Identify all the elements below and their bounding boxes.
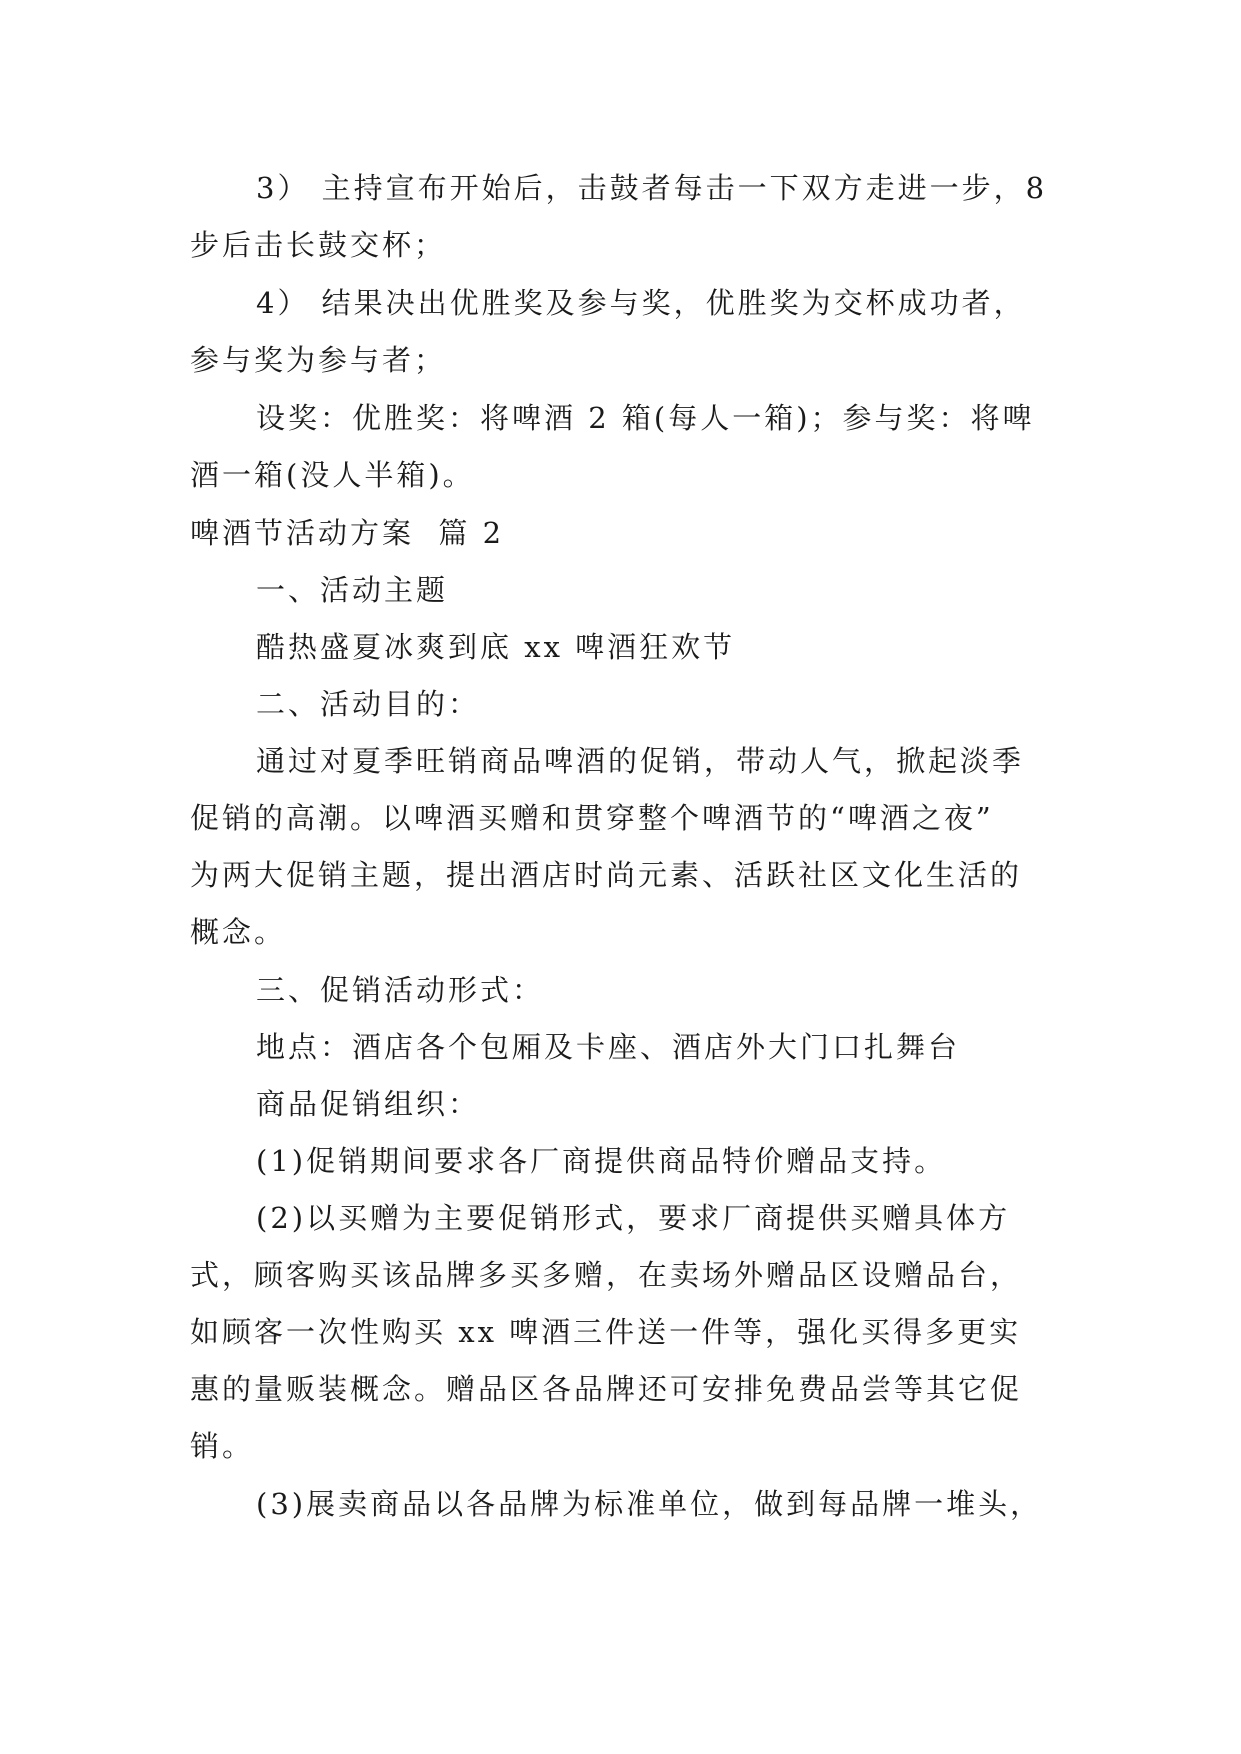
subheading-forms	[190, 962, 1070, 1019]
text-line: 通过对夏季旺销商品啤酒的促销，带动人气，掀起淡季	[256, 744, 1025, 778]
paragraph-purpose	[190, 733, 1070, 961]
section-heading	[190, 505, 1070, 562]
text-line: 销。	[190, 1429, 255, 1463]
text-line: 一、活动主题	[256, 573, 449, 607]
subheading-theme	[190, 562, 1070, 619]
text-line: 促销的高潮。以啤酒买赠和贯穿整个啤酒节的“啤酒之夜”	[190, 801, 994, 835]
paragraph-item-2	[190, 1190, 1070, 1475]
text-line: 步后击长鼓交杯；	[190, 228, 447, 262]
text-line: 酷热盛夏冰爽到底 xx 啤酒狂欢节	[256, 630, 736, 664]
text-line: (2)以买赠为主要促销形式，要求厂商提供买赠具体方	[256, 1201, 1011, 1235]
paragraph-rule-3	[190, 160, 1070, 274]
paragraph-item-1	[190, 1133, 1070, 1190]
paragraph-location	[190, 1019, 1070, 1076]
paragraph-rule-4	[190, 275, 1070, 389]
text-line: 为两大促销主题，提出酒店时尚元素、活跃社区文化生活的	[190, 858, 1023, 892]
text-line: 三、促销活动形式：	[256, 973, 545, 1007]
text-line: 惠的量贩装概念。赠品区各品牌还可安排免费品尝等其它促	[190, 1372, 1023, 1406]
paragraph-organization	[190, 1076, 1070, 1133]
text-line: 3） 主持宣布开始后，击鼓者每击一下双方走进一步，8	[256, 171, 1048, 205]
text-line: 地点：酒店各个包厢及卡座、酒店外大门口扎舞台	[256, 1030, 961, 1064]
paragraph-item-3	[190, 1476, 1070, 1533]
text-line: 商品促销组织：	[256, 1087, 481, 1121]
text-line: 二、活动目的：	[256, 687, 481, 721]
text-line: 式，顾客购买该品牌多买多赠，在卖场外赠品区设赠品台，	[190, 1258, 1023, 1292]
text-line: 参与奖为参与者；	[190, 343, 447, 377]
text-line: 概念。	[190, 915, 287, 949]
heading-text: 啤酒节活动方案 篇 2	[190, 516, 505, 550]
text-line: 4） 结果决出优胜奖及参与奖，优胜奖为交杯成功者，	[256, 286, 1026, 320]
text-line: 酒一箱(没人半箱)。	[190, 458, 475, 492]
paragraph-theme	[190, 619, 1070, 676]
text-line: (3)展卖商品以各品牌为标准单位，做到每品牌一堆头，	[256, 1487, 1043, 1521]
paragraph-prizes	[190, 390, 1070, 504]
subheading-purpose	[190, 676, 1070, 733]
text-line: 如顾客一次性购买 xx 啤酒三件送一件等，强化买得多更实	[190, 1315, 1022, 1349]
text-line: 设奖：优胜奖：将啤酒 2 箱(每人一箱)；参与奖：将啤	[256, 401, 1035, 435]
text-line: (1)促销期间要求各厂商提供商品特价赠品支持。	[256, 1144, 947, 1178]
